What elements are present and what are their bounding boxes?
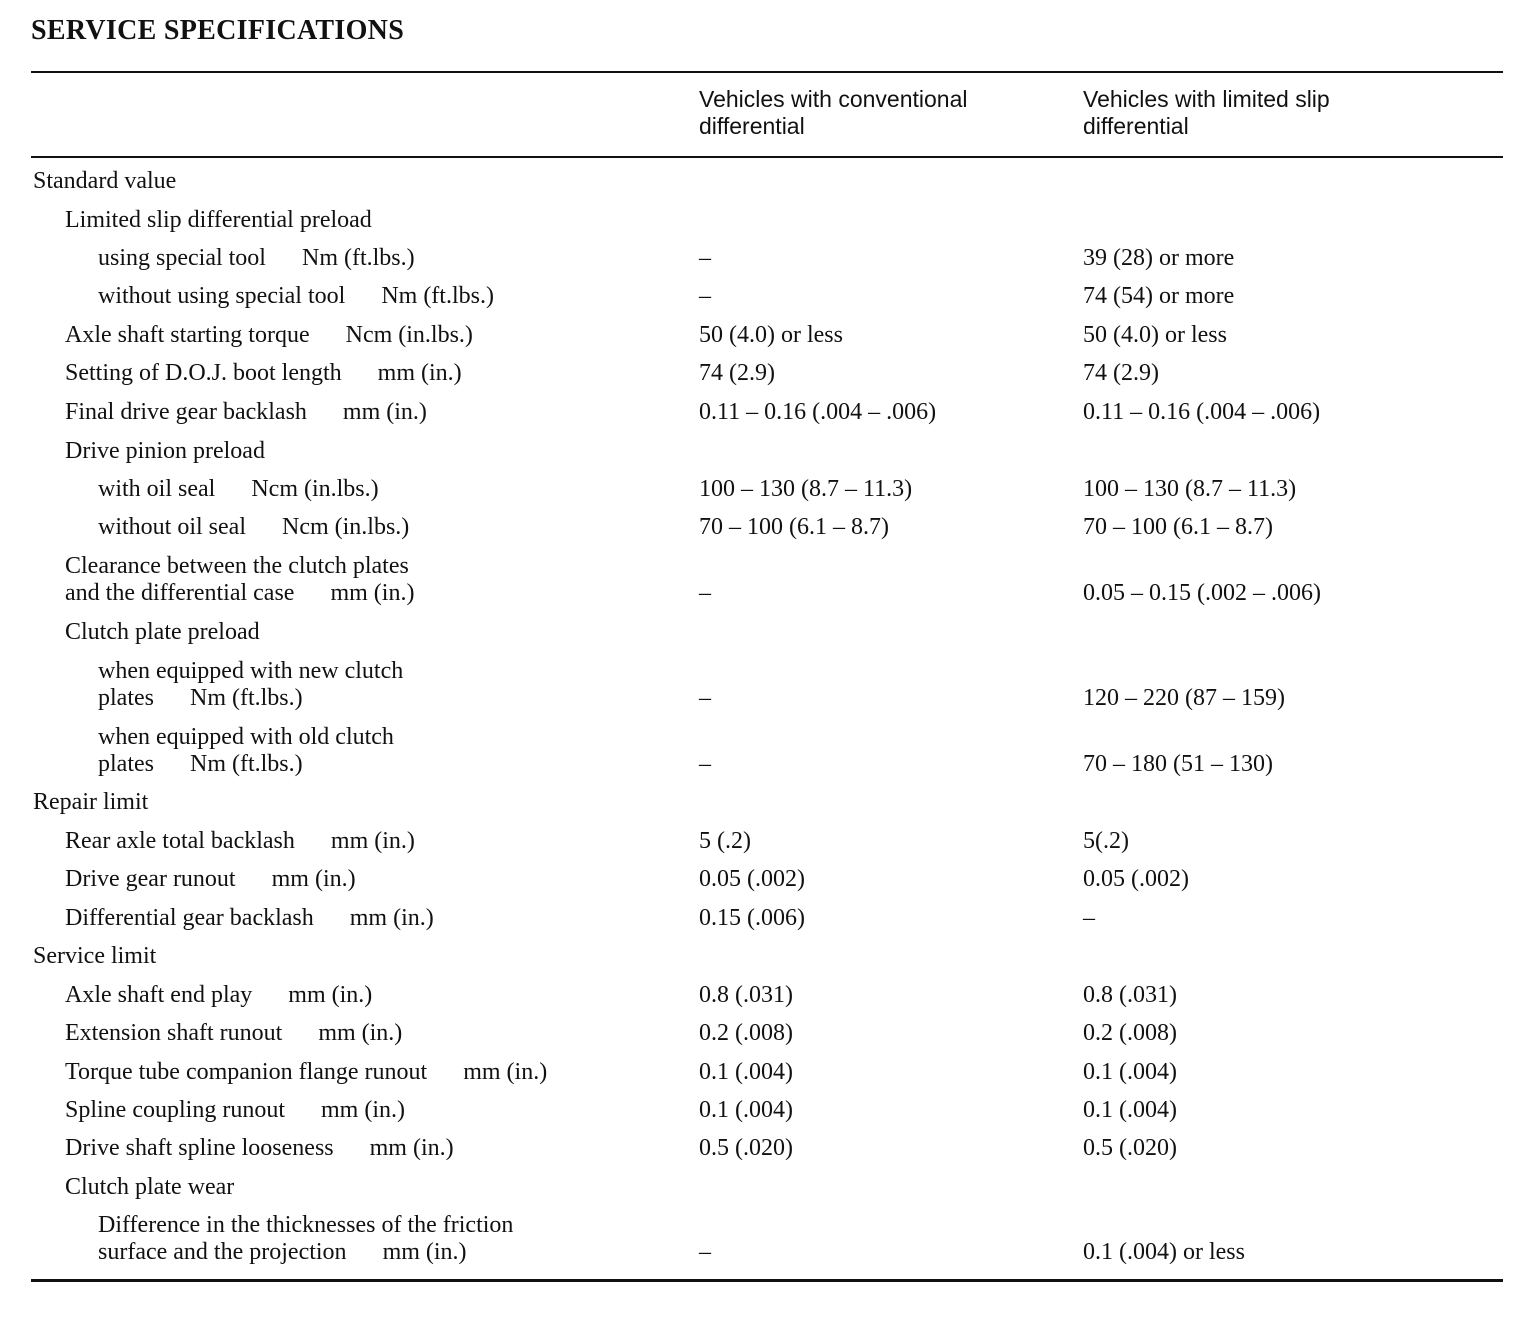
value-limited-slip: 70 – 100 (6.1 – 8.7) xyxy=(1083,514,1273,540)
row-label: Repair limit xyxy=(33,789,149,815)
value-limited-slip: 74 (54) or more xyxy=(1083,283,1235,309)
row-label-group xyxy=(65,1135,454,1162)
column-header-conventional-label: Vehicles with conventional differential xyxy=(699,86,968,139)
row-label-group xyxy=(65,828,415,855)
value-limited-slip: 5(.2) xyxy=(1083,828,1129,854)
value-limited-slip: 0.2 (.008) xyxy=(1083,1020,1177,1046)
column-header-limited-slip-label: Vehicles with limited slip differential xyxy=(1083,86,1330,139)
row-label: without using special tool xyxy=(98,283,346,309)
row-label-group xyxy=(65,982,372,1009)
row-label-group xyxy=(98,476,379,503)
row-unit: mm (in.) xyxy=(342,399,427,425)
row-unit: Ncm (in.lbs.) xyxy=(281,514,410,540)
value-conventional: 0.5 (.020) xyxy=(699,1135,793,1161)
row-unit: Nm (ft.lbs.) xyxy=(189,685,303,711)
row-label: Torque tube companion flange runout xyxy=(65,1059,428,1085)
row-label-group xyxy=(65,399,427,426)
row-label: Drive gear runout xyxy=(65,866,236,892)
row-label: Final drive gear backlash xyxy=(65,399,307,425)
row-label: without oil seal xyxy=(98,514,246,540)
row-label-group xyxy=(65,1059,547,1086)
value-conventional: – xyxy=(699,580,711,606)
value-conventional: – xyxy=(699,283,711,309)
page-title: SERVICE SPECIFICATIONS xyxy=(31,15,405,46)
row-label: Clearance between the clutch plates and the differential case xyxy=(65,553,409,606)
row-label-group xyxy=(65,553,414,607)
row-label: Difference in the thicknesses of the friction surface and the projection xyxy=(98,1212,514,1265)
value-conventional: – xyxy=(699,751,711,777)
value-limited-slip: 74 (2.9) xyxy=(1083,360,1159,386)
value-conventional: 74 (2.9) xyxy=(699,360,775,386)
row-label: Drive pinion preload xyxy=(65,438,265,464)
row-unit: mm (in.) xyxy=(271,866,356,892)
value-conventional: 0.1 (.004) xyxy=(699,1059,793,1085)
value-conventional: – xyxy=(699,245,711,271)
row-unit: Nm (ft.lbs.) xyxy=(381,283,494,309)
value-conventional: 0.1 (.004) xyxy=(699,1097,793,1123)
value-limited-slip: 50 (4.0) or less xyxy=(1083,322,1227,348)
row-label-group xyxy=(65,322,473,349)
row-unit: mm (in.) xyxy=(382,1239,467,1265)
row-label: Extension shaft runout xyxy=(65,1020,283,1046)
row-label: Axle shaft starting torque xyxy=(65,322,310,348)
row-label: Setting of D.O.J. boot length xyxy=(65,360,342,386)
row-label: Limited slip differential preload xyxy=(65,207,372,233)
row-label: when equipped with old clutch plates xyxy=(98,724,394,777)
row-unit: mm (in.) xyxy=(463,1059,548,1085)
value-conventional: 50 (4.0) or less xyxy=(699,322,843,348)
row-label-group xyxy=(98,1212,513,1266)
value-conventional: 0.2 (.008) xyxy=(699,1020,793,1046)
row-unit: mm (in.) xyxy=(288,982,373,1008)
value-conventional: 5 (.2) xyxy=(699,828,751,854)
value-conventional: 0.8 (.031) xyxy=(699,982,793,1008)
value-limited-slip: 0.1 (.004) or less xyxy=(1083,1239,1245,1265)
row-label: Spline coupling runout xyxy=(65,1097,285,1123)
row-label: Standard value xyxy=(33,168,177,194)
value-conventional: – xyxy=(699,1239,711,1265)
value-limited-slip: 0.05 – 0.15 (.002 – .006) xyxy=(1083,580,1321,606)
row-unit: mm (in.) xyxy=(330,828,415,854)
row-label-group xyxy=(98,514,409,541)
row-label: Service limit xyxy=(33,943,157,969)
row-unit: mm (in.) xyxy=(320,1097,405,1123)
value-conventional: 0.05 (.002) xyxy=(699,866,805,892)
value-limited-slip: 0.8 (.031) xyxy=(1083,982,1177,1008)
row-label-group xyxy=(65,1097,405,1124)
row-label: Axle shaft end play xyxy=(65,982,253,1008)
table-bottom-rule xyxy=(31,1279,1503,1282)
value-limited-slip: 120 – 220 (87 – 159) xyxy=(1083,685,1285,711)
row-label: when equipped with new clutch plates xyxy=(98,658,404,711)
value-conventional: – xyxy=(699,685,711,711)
value-limited-slip: 0.11 – 0.16 (.004 – .006) xyxy=(1083,399,1321,425)
row-unit: Nm (ft.lbs.) xyxy=(189,751,303,777)
row-label: with oil seal xyxy=(98,476,216,502)
row-label-group xyxy=(65,360,462,387)
row-unit: Ncm (in.lbs.) xyxy=(251,476,379,502)
row-label-group xyxy=(65,1020,402,1047)
row-label: using special tool xyxy=(98,245,266,271)
row-label-group xyxy=(65,866,356,893)
row-unit: Ncm (in.lbs.) xyxy=(345,322,473,348)
value-conventional: 100 – 130 (8.7 – 11.3) xyxy=(699,476,913,502)
row-unit: mm (in.) xyxy=(330,580,415,606)
row-label-group xyxy=(98,245,415,272)
value-limited-slip: 39 (28) or more xyxy=(1083,245,1235,271)
row-unit: Nm (ft.lbs.) xyxy=(301,245,415,271)
value-conventional: 0.11 – 0.16 (.004 – .006) xyxy=(699,399,937,425)
row-label-group xyxy=(98,658,403,712)
row-label: Drive shaft spline looseness xyxy=(65,1135,334,1161)
row-unit: mm (in.) xyxy=(349,905,434,931)
row-label: Clutch plate wear xyxy=(65,1174,235,1200)
row-label-group xyxy=(65,905,434,932)
value-limited-slip: 70 – 180 (51 – 130) xyxy=(1083,751,1273,777)
value-limited-slip: 0.1 (.004) xyxy=(1083,1097,1177,1123)
row-label: Rear axle total backlash xyxy=(65,828,295,854)
value-conventional: 70 – 100 (6.1 – 8.7) xyxy=(699,514,889,540)
value-limited-slip: 0.05 (.002) xyxy=(1083,866,1189,892)
row-unit: mm (in.) xyxy=(369,1135,454,1161)
value-limited-slip: – xyxy=(1083,905,1095,931)
row-label: Clutch plate preload xyxy=(65,619,260,645)
value-limited-slip: 100 – 130 (8.7 – 11.3) xyxy=(1083,476,1297,502)
row-label-group xyxy=(98,724,394,778)
value-limited-slip: 0.1 (.004) xyxy=(1083,1059,1177,1085)
value-limited-slip: 0.5 (.020) xyxy=(1083,1135,1177,1161)
value-conventional: 0.15 (.006) xyxy=(699,905,805,931)
row-label: Differential gear backlash xyxy=(65,905,314,931)
row-unit: mm (in.) xyxy=(318,1020,403,1046)
row-label-group xyxy=(98,283,494,310)
row-unit: mm (in.) xyxy=(377,360,462,386)
